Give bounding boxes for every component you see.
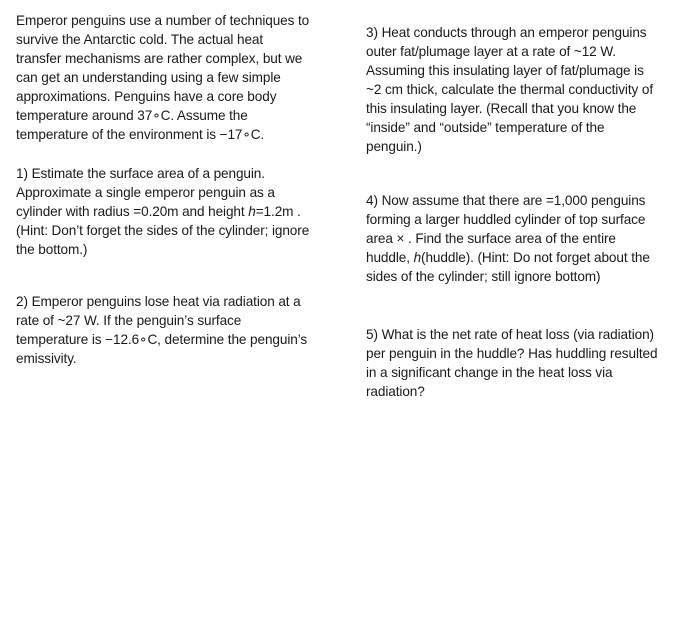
text-line: radiation?: [366, 384, 425, 399]
text-line: temperature of the environment is −17∘C.: [16, 127, 265, 142]
text-line: the bottom.): [16, 242, 88, 257]
question-1: [16, 164, 338, 259]
text-line: “inside” and “outside” temperature of the: [366, 120, 605, 135]
text-segment: =1.2m .: [255, 204, 301, 219]
variable-h: h: [413, 250, 422, 265]
text-line: 3) Heat conducts through an emperor penguins: [366, 25, 647, 40]
text-line: transfer mechanisms are rather complex, but we: [16, 51, 303, 66]
text-line: temperature is −12.6∘C, determine the penguin’s: [16, 332, 308, 347]
text-line: sides of the cylinder; still ignore bottom): [366, 269, 601, 284]
text-line: 5) What is the net rate of heat loss (via radiation): [366, 327, 654, 342]
text-line: ~2 cm thick, calculate the thermal conductivity of: [366, 82, 654, 97]
text-segment: huddle,: [366, 250, 414, 265]
text-line: 2) Emperor penguins lose heat via radiation at a: [16, 294, 301, 309]
question-4: [366, 191, 696, 286]
text-line: this insulating layer. (Recall that you know the: [366, 101, 637, 116]
text-line: approximations. Penguins have a core body: [16, 89, 277, 104]
text-line: Emperor penguins use a number of techniques to: [16, 13, 310, 28]
text-line: penguin.): [366, 139, 422, 154]
text-line: per penguin in the huddle? Has huddling resulted: [366, 346, 658, 361]
text-line: Approximate a single emperor penguin as a: [16, 185, 275, 200]
question-5: [366, 325, 696, 401]
text-line: [16, 202, 338, 221]
text-line: [366, 248, 696, 267]
text-line: emissivity.: [16, 351, 77, 366]
text-line: 1) Estimate the surface area of a penguin.: [16, 166, 265, 181]
intro-paragraph: [16, 11, 338, 144]
text-line: temperature around 37∘C. Assume the: [16, 108, 248, 123]
text-segment: (huddle). (Hint: Do not forget about the: [421, 250, 650, 265]
text-line: 4) Now assume that there are =1,000 penguins: [366, 193, 646, 208]
question-2: [16, 292, 338, 368]
text-line: in a significant change in the heat loss via: [366, 365, 613, 380]
text-line: outer fat/plumage layer at a rate of ~12 W.: [366, 44, 616, 59]
question-3: [366, 23, 696, 156]
text-line: rate of ~27 W. If the penguin’s surface: [16, 313, 242, 328]
text-line: area × . Find the surface area of the entire: [366, 231, 616, 246]
text-line: (Hint: Don’t forget the sides of the cylinder; ignore: [16, 223, 310, 238]
text-segment: cylinder with radius =0.20m and height: [16, 204, 249, 219]
text-line: survive the Antarctic cold. The actual heat: [16, 32, 264, 47]
text-line: forming a larger huddled cylinder of top surface: [366, 212, 646, 227]
text-line: Assuming this insulating layer of fat/plumage is: [366, 63, 644, 78]
variable-h: h: [248, 204, 256, 219]
text-line: can get an understanding using a few simple: [16, 70, 281, 85]
